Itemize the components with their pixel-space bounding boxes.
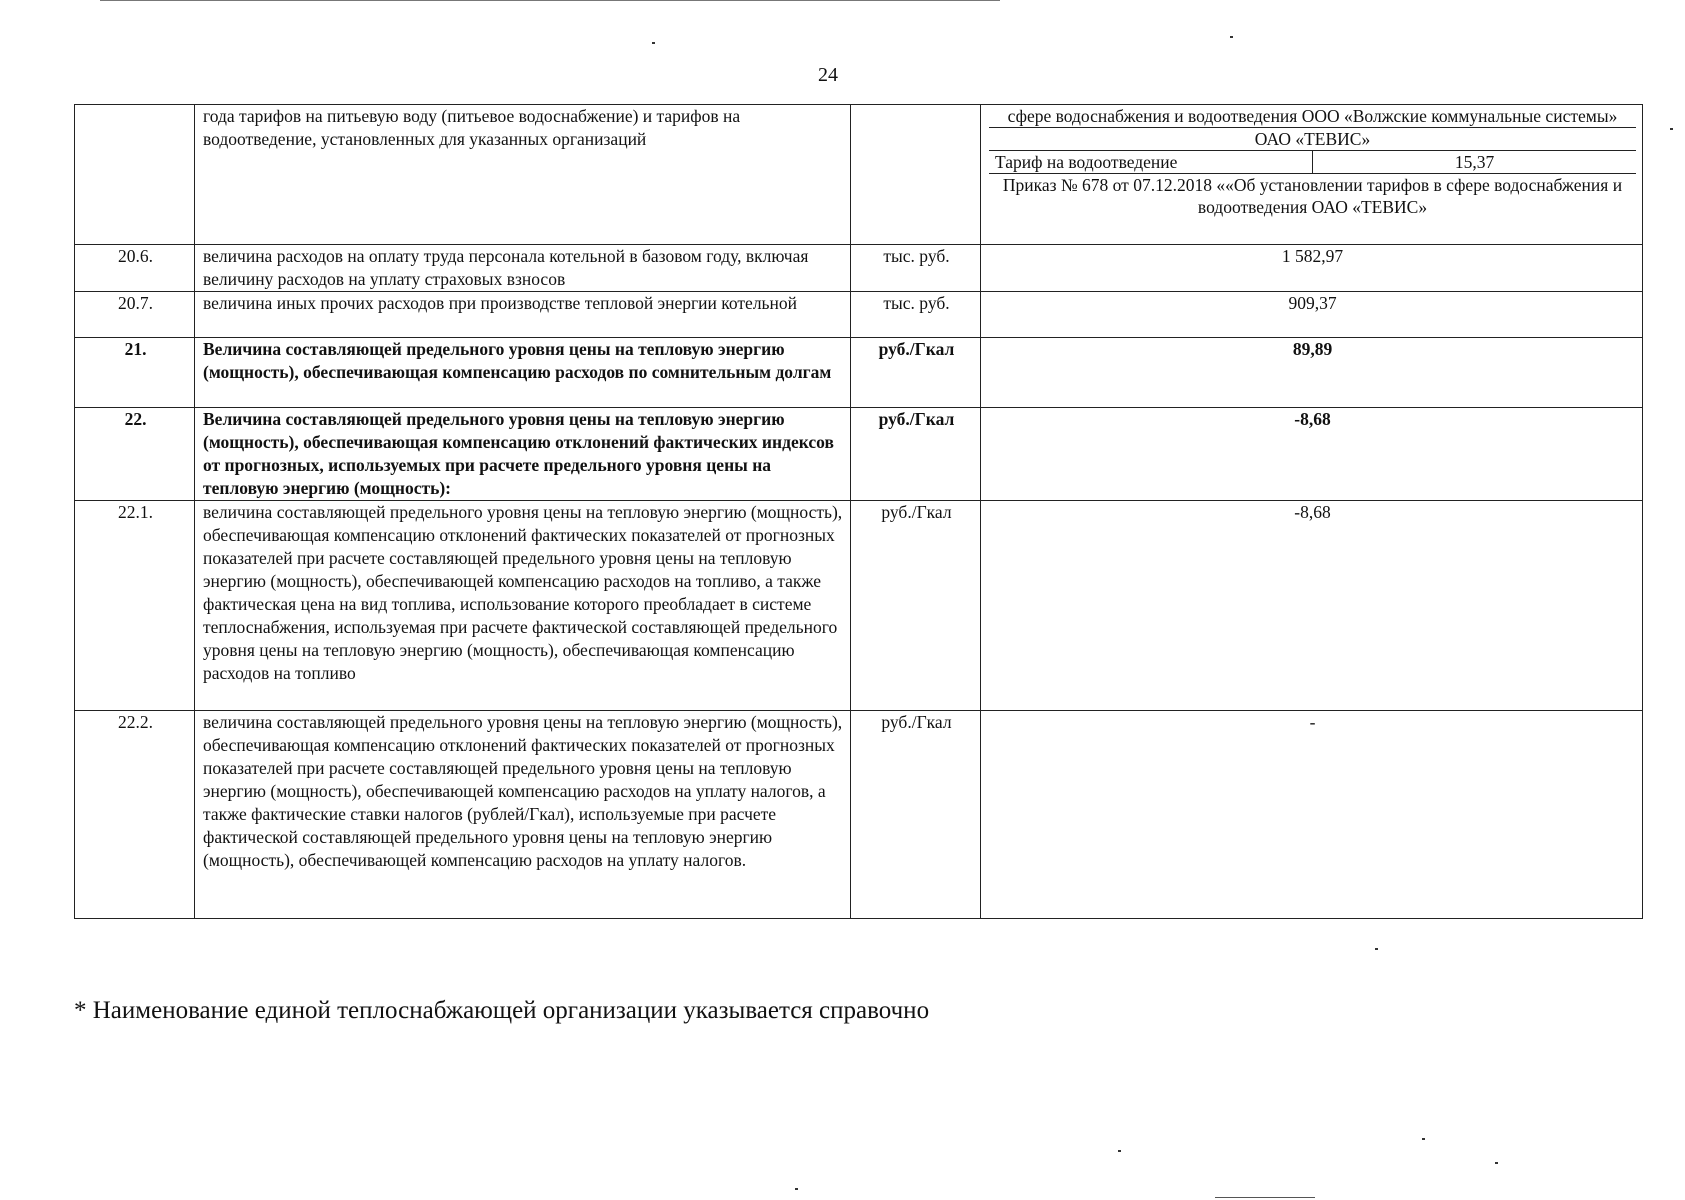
row-unit: тыс. руб.	[851, 292, 981, 338]
scan-speck	[1422, 1138, 1425, 1140]
table-row-20-7	[75, 292, 1643, 338]
row-value: -8,68	[981, 501, 1643, 711]
subtable-row	[989, 105, 1636, 128]
row-description: величина расходов на оплату труда персонала котельной в базовом году, включая величину расходов на уплату страховых взносов	[195, 245, 851, 292]
scan-speck	[1670, 128, 1673, 130]
row-value: 909,37	[981, 292, 1643, 338]
row-unit: тыс. руб.	[851, 245, 981, 292]
page-number: 24	[818, 64, 838, 86]
table-row-continuation	[75, 105, 1643, 245]
row-number: 22.1.	[75, 501, 195, 711]
scan-speck	[1375, 948, 1378, 950]
row-description-cell	[195, 105, 851, 245]
subtable-row	[989, 128, 1636, 151]
right-header-text: сфере водоснабжения и водоотведения ООО «Волжские коммунальные системы»	[989, 105, 1636, 128]
row-value: 89,89	[981, 338, 1643, 408]
scan-speck	[795, 1188, 798, 1190]
row-description: Величина составляющей предельного уровня цены на тепловую энергию (мощность), обеспечивающая компенсацию расходов по сомнительным долгам	[195, 338, 851, 408]
row-number: 22.2.	[75, 711, 195, 919]
org-tariff-subtable	[989, 105, 1636, 218]
tariff-label: Тариф на водоотведение	[989, 151, 1313, 174]
row-value-cell	[981, 105, 1643, 245]
footnote: * Наименование единой теплоснабжающей организации указывается справочно	[74, 997, 930, 1024]
tariff-value: 15,37	[1313, 151, 1637, 174]
row-unit-cell	[851, 105, 981, 245]
subtable-row	[989, 174, 1636, 219]
row-number: 21.	[75, 338, 195, 408]
row-number: 22.	[75, 408, 195, 501]
row-number: 20.7.	[75, 292, 195, 338]
table-row-22	[75, 408, 1643, 501]
table-row-20-6	[75, 245, 1643, 292]
row-description: величина иных прочих расходов при производстве тепловой энергии котельной	[195, 292, 851, 338]
scan-speck	[1118, 1150, 1121, 1152]
row-value: -	[981, 711, 1643, 919]
row-description: величина составляющей предельного уровня цены на тепловую энергию (мощность), обеспечивающая компенсацию отклонений фактических показателей от прогнозных показателей при расчете составляющей предельного уровня цены на тепловую энергию (мощность), обеспечивающей компенсацию расходов на топливо, а также фактическая цена на вид топлива, использование которого преобладает в системе теплоснабжения, используемая при расчете фактической составляющей предельного уровня цены на тепловую энергию (мощность), обеспечивающая компенсацию расходов на топливо	[195, 501, 851, 711]
org-name: ОАО «ТЕВИС»	[989, 128, 1636, 151]
bottom-rule	[1215, 1197, 1315, 1198]
scan-speck	[1495, 1162, 1498, 1164]
row-unit: руб./Гкал	[851, 501, 981, 711]
scan-speck	[652, 42, 655, 44]
row-value: 1 582,97	[981, 245, 1643, 292]
row-description: величина составляющей предельного уровня цены на тепловую энергию (мощность), обеспечивающая компенсацию отклонений фактических показателей от прогнозных показателей при расчете составляющей предельного уровня цены на тепловую энергию (мощность), обеспечивающей компенсацию расходов на уплату налогов, а также фактические ставки налогов (рублей/Гкал), используемые при расчете фактической составляющей предельного уровня цены на тепловую энергию (мощность), обеспечивающей компенсацию расходов на уплату налогов.	[195, 711, 851, 919]
subtable-row	[989, 151, 1636, 174]
table-row-21	[75, 338, 1643, 408]
table-row-22-2	[75, 711, 1643, 919]
row-unit: руб./Гкал	[851, 408, 981, 501]
top-rule	[100, 0, 1000, 1]
row-unit: руб./Гкал	[851, 711, 981, 919]
scan-speck	[1230, 36, 1233, 38]
table-row-22-1	[75, 501, 1643, 711]
row-description: года тарифов на питьевую воду (питьевое водоснабжение) и тарифов на водоотведение, установленных для указанных организаций	[203, 106, 741, 149]
row-unit: руб./Гкал	[851, 338, 981, 408]
row-description: Величина составляющей предельного уровня цены на тепловую энергию (мощность), обеспечивающая компенсацию отклонений фактических индексов от прогнозных, используемых при расчете предельного уровня цены на тепловую энергию (мощность):	[195, 408, 851, 501]
row-number: 20.6.	[75, 245, 195, 292]
tariff-table	[74, 104, 1643, 919]
row-number-cell	[75, 105, 195, 245]
order-text: Приказ № 678 от 07.12.2018 ««Об установлении тарифов в сфере водоснабжения и водоотведения ОАО «ТЕВИС»	[1002, 175, 1623, 217]
row-value: -8,68	[981, 408, 1643, 501]
